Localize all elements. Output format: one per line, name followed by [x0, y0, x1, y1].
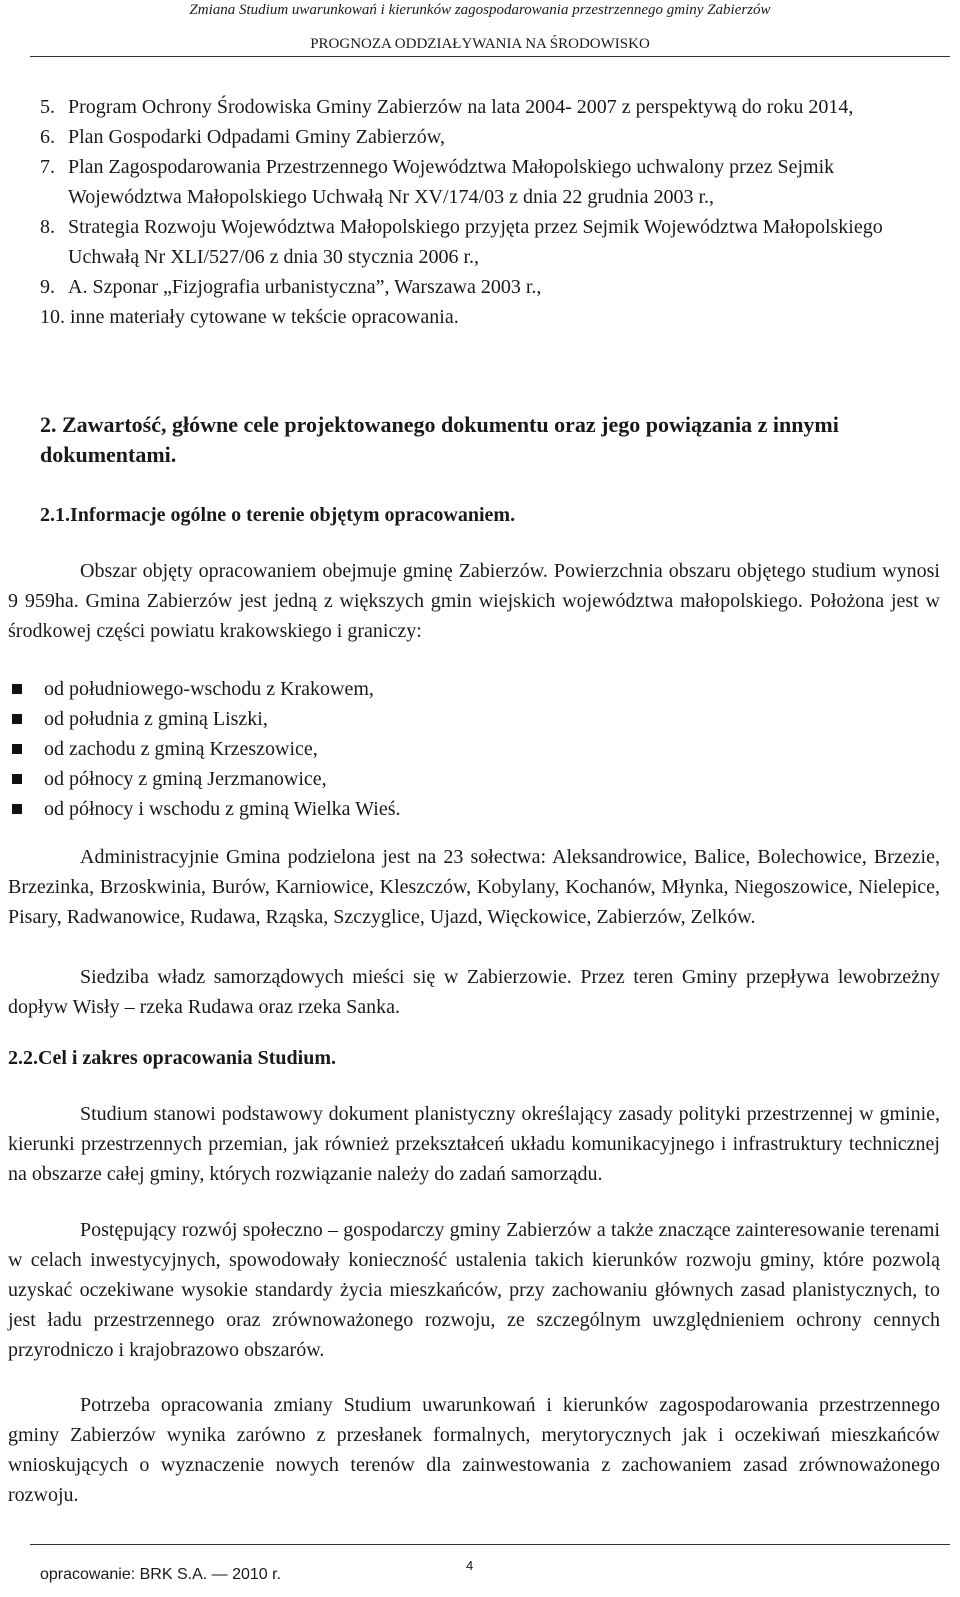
section-2-2-heading: 2.2.Cel i zakres opracowania Studium.	[8, 1047, 336, 1069]
border-text: od południowego-wschodu z Krakowem,	[44, 678, 374, 700]
section-2-heading: 2. Zawartość, główne cele projektowanego dokumentu oraz jego powiązania z innymi dokumentami.	[40, 412, 839, 467]
border-item	[8, 764, 940, 794]
square-bullet-icon	[12, 714, 22, 724]
square-bullet-icon	[12, 744, 22, 754]
square-bullet-icon	[12, 774, 22, 784]
reference-number: 9.	[40, 276, 55, 298]
borders-list	[8, 674, 940, 824]
border-item	[8, 734, 940, 764]
reference-text: Plan Zagospodarowania Przestrzennego Województwa Małopolskiego uchwalony przez Sejmik Województwa Małopolskiego Uchwałą Nr XV/174/03 z dnia 22 grudnia 2003 r.,	[68, 156, 835, 208]
border-item	[8, 704, 940, 734]
development-paragraph: Postępujący rozwój społeczno – gospodarczy gminy Zabierzów a także znaczące zainteresowanie terenami w celach inwestycyjnych, spowodowały konieczność ustalenia takich kierunków rozwoju gminy, które pozwolą uzyskać oczekiwane wysokie standardy życia mieszkańców, przy zachowaniu głównych zasad planistycznych, to jest ładu przestrzennego oraz zrównoważonego rozwoju, ze szczególnym uwzględnieniem ochrony cennych przyrodniczo i krajobrazowo obszarów.	[8, 1219, 940, 1361]
page-header	[0, 0, 960, 58]
reference-text: Plan Gospodarki Odpadami Gminy Zabierzów,	[68, 126, 445, 148]
reference-number: 10.	[40, 306, 65, 328]
reference-text: inne materiały cytowane w tekście opracowania.	[70, 306, 459, 328]
reference-text: A. Szponar „Fizjografia urbanistyczna”, Warszawa 2003 r.,	[68, 276, 542, 298]
border-text: od północy i wschodu z gminą Wielka Wieś.	[44, 798, 401, 820]
section-2-1-heading: 2.1.Informacje ogólne o terenie objętym opracowaniem.	[40, 504, 516, 526]
header-divider	[30, 56, 950, 57]
page-number: 4	[466, 1558, 474, 1573]
footer-divider	[30, 1544, 950, 1545]
reference-item	[40, 152, 946, 212]
square-bullet-icon	[12, 804, 22, 814]
reference-number: 7.	[40, 156, 55, 178]
border-text: od zachodu z gminą Krzeszowice,	[44, 738, 318, 760]
border-item	[8, 794, 940, 824]
reference-item	[40, 122, 946, 152]
reference-number: 8.	[40, 216, 55, 238]
area-paragraph: Obszar objęty opracowaniem obejmuje gminę Zabierzów. Powierzchnia obszaru objętego studium wynosi 9 959ha. Gmina Zabierzów jest jedną z większych gmin wiejskich województwa małopolskiego. Położona jest w środkowej części powiatu krakowskiego i graniczy:	[8, 560, 940, 642]
administration-paragraph: Administracyjnie Gmina podzielona jest na 23 sołectwa: Aleksandrowice, Balice, Bolechowice, Brzezie, Brzezinka, Brzoskwinia, Burów, Karniowice, Kleszczów, Kobylany, Kochanów, Młynka, Niegoszowice, Nielepice, Pisary, Radwanowice, Rudawa, Rząska, Szczyglice, Ujazd, Więckowice, Zabierzów, Zelków.	[8, 846, 940, 928]
study-purpose-paragraph: Studium stanowi podstawowy dokument planistyczny określający zasady polityki przestrzennej w gminie, kierunki przestrzennych przemian, jak również przekształceń układu komunikacyjnego i infrastruktury technicznej na obszarze całej gminy, których rozwiązanie należy do zadań samorządu.	[8, 1103, 940, 1185]
border-text: od północy z gminą Jerzmanowice,	[44, 768, 327, 790]
border-text: od południa z gminą Liszki,	[44, 708, 268, 730]
document-subtitle: PROGNOZA ODDZIAŁYWANIA NA ŚRODOWISKO	[310, 36, 650, 52]
square-bullet-icon	[12, 684, 22, 694]
need-paragraph: Potrzeba opracowania zmiany Studium uwarunkowań i kierunków zagospodarowania przestrzennego gminy Zabierzów wynika zarówno z przesłanek formalnych, merytorycznych jak i oczekiwań mieszkańców wnioskujących o wyznaczenie nowych terenów dla zainwestowania z zachowaniem zasad zrównoważonego rozwoju.	[8, 1394, 940, 1506]
reference-number: 5.	[40, 96, 55, 118]
document-title: Zmiana Studium uwarunkowań i kierunków zagospodarowania przestrzennego gminy Zabierzów	[189, 2, 771, 18]
border-item	[8, 674, 940, 704]
seat-paragraph: Siedziba władz samorządowych mieści się w Zabierzowie. Przez teren Gminy przepływa lewobrzeżny dopływ Wisły – rzeka Rudawa oraz rzeka Sanka.	[8, 966, 940, 1018]
reference-number: 6.	[40, 126, 55, 148]
reference-item	[40, 212, 946, 272]
reference-text: Strategia Rozwoju Województwa Małopolskiego przyjęta przez Sejmik Województwa Małopolskiego Uchwałą Nr XLI/527/06 z dnia 30 stycznia 2006 r.,	[68, 216, 883, 268]
footer-credit: opracowanie: BRK S.A. — 2010 r.	[40, 1566, 282, 1583]
reference-item	[40, 92, 946, 122]
reference-item	[40, 302, 946, 332]
reference-item	[40, 272, 946, 302]
reference-text: Program Ochrony Środowiska Gminy Zabierzów na lata 2004- 2007 z perspektywą do roku 2014,	[68, 96, 854, 118]
reference-list	[40, 92, 946, 332]
